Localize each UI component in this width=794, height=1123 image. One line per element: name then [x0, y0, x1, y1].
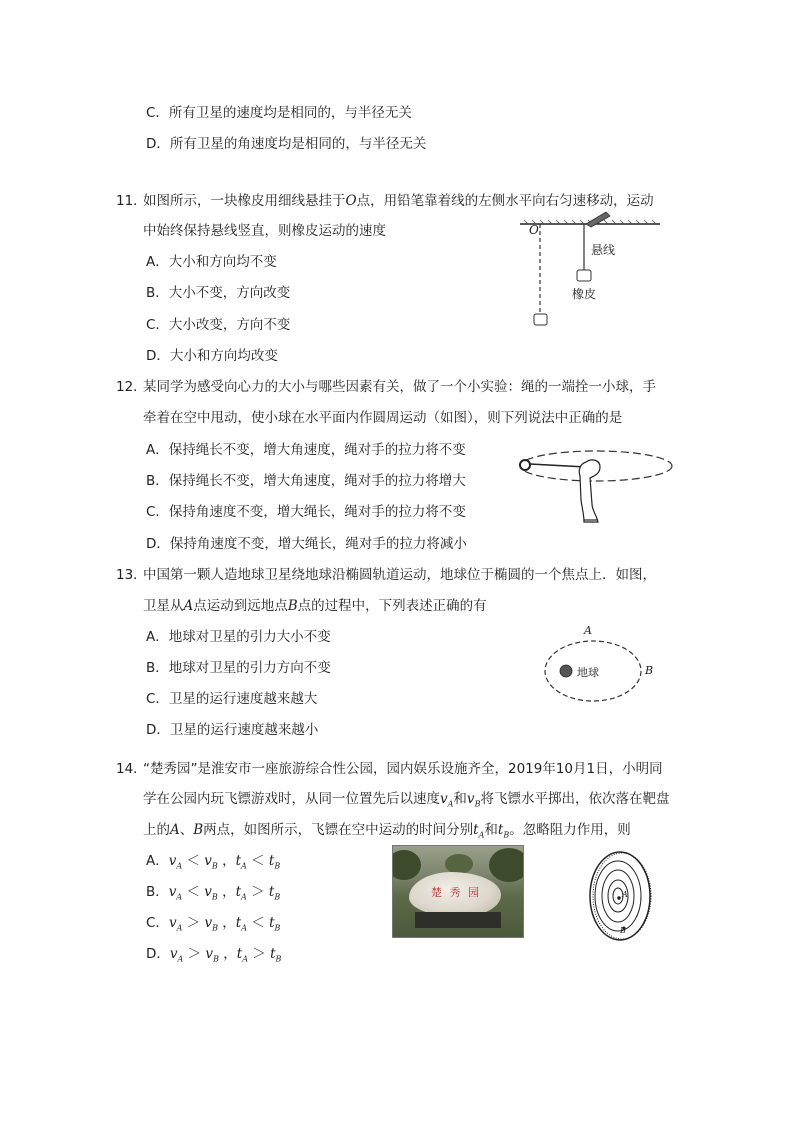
q12-stem-line1: 某同学为感受向心力的大小与哪些因素有关，做了一个小实验：绳的一端拴一小球，手: [143, 379, 656, 395]
q12-figure-svg: [510, 440, 686, 530]
q14-option-d: D．$v_A > v_B$ ，$t_A > t_B$: [146, 946, 282, 964]
q12-stem-line2: 牵着在空中甩动，使小球在水平面内作圆周运动（如图），则下列说法中正确的是: [143, 410, 623, 426]
q10-option-d: D．所有卫星的角速度均是相同的，与半径无关: [146, 136, 427, 152]
q14-option-b: B．$v_A < v_B$ ，$t_A > t_B$: [146, 884, 281, 902]
q14-stem-line2: 学在公园内玩飞镖游戏时，从同一位置先后以速度$v_A$和$v_B$将飞镖水平掷出，依次落在靶盘: [143, 791, 670, 809]
q12-figure: [510, 440, 686, 530]
q14-target-label-a: A: [622, 890, 628, 899]
q14-target-label-b: B: [620, 926, 626, 935]
q14-park-photo: [392, 845, 524, 938]
q13-option-a: A．地球对卫星的引力大小不变: [146, 629, 331, 645]
q12-option-c: C．保持角速度不变，增大绳长，绳对手的拉力将不变: [146, 504, 466, 520]
q13-label-b: B: [645, 664, 654, 677]
q11-option-c: C．大小改变，方向不变: [146, 317, 291, 333]
q12-option-d: D．保持角速度不变，增大绳长，绳对手的拉力将减小: [146, 536, 467, 552]
rock-base: [415, 912, 501, 928]
q13-label-a: A: [584, 624, 592, 637]
q11-label-string: 悬线: [591, 243, 616, 257]
tree-shape: [392, 850, 421, 880]
q13-stem-line1: 中国第一颗人造地球卫星绕地球沿椭圆轨道运动，地球位于椭圆的一个焦点上．如图，: [143, 567, 656, 583]
q14-target-figure: [586, 850, 654, 942]
q14-option-a: A．$v_A < v_B$ ，$t_A < t_B$: [146, 853, 281, 871]
q13-option-b: B．地球对卫星的引力方向不变: [146, 660, 331, 676]
tree-shape: [489, 848, 524, 882]
q11-option-b: B．大小不变，方向改变: [146, 285, 291, 301]
q13-label-earth: 地球: [577, 666, 599, 679]
q11-number: 11．: [116, 193, 147, 209]
rock-carved-text: 楚 秀 园: [431, 886, 481, 899]
q11-label-o: O: [529, 223, 539, 237]
q13-option-c: C．卫星的运行速度越来越大: [146, 691, 318, 707]
q13-figure: [540, 622, 668, 710]
q10-option-c: C．所有卫星的速度均是相同的，与半径无关: [146, 105, 412, 121]
q12-option-b: B．保持绳长不变，增大角速度，绳对手的拉力将增大: [146, 473, 466, 489]
q11-option-a: A．大小和方向均不变: [146, 254, 277, 270]
q11-option-d: D．大小和方向均改变: [146, 348, 278, 364]
q11-stem-line1: 如图所示，一块橡皮用细线悬挂于O点，用铅笔靠着线的左侧水平向右匀速移动，运动: [143, 193, 654, 209]
q11-stem-line2: 中始终保持悬线竖直，则橡皮运动的速度: [143, 223, 386, 239]
q13-option-d: D．卫星的运行速度越来越小: [146, 722, 319, 738]
q11-figure: [512, 210, 672, 335]
q13-stem-line2: 卫星从A点运动到远地点B点的过程中，下列表述正确的有: [143, 598, 487, 614]
q13-number: 13．: [116, 567, 147, 583]
q12-option-a: A．保持绳长不变，增大角速度，绳对手的拉力将不变: [146, 442, 466, 458]
q14-stem-line1: “楚秀园”是淮安市一座旅游综合性公园，园内娱乐设施齐全，2019年10月1日，小明同: [143, 761, 663, 777]
q11-label-eraser: 橡皮: [572, 287, 597, 301]
tree-shape: [445, 854, 473, 874]
q14-option-c: C．$v_A > v_B$ ，$t_A < t_B$: [146, 915, 281, 933]
q14-number: 14．: [116, 761, 147, 777]
q14-stem-line3: 上的A、B两点，如图所示，飞镖在空中运动的时间分别$t_A$和$t_B$。忽略阻力作用，则: [143, 822, 631, 840]
q12-number: 12．: [116, 379, 147, 395]
